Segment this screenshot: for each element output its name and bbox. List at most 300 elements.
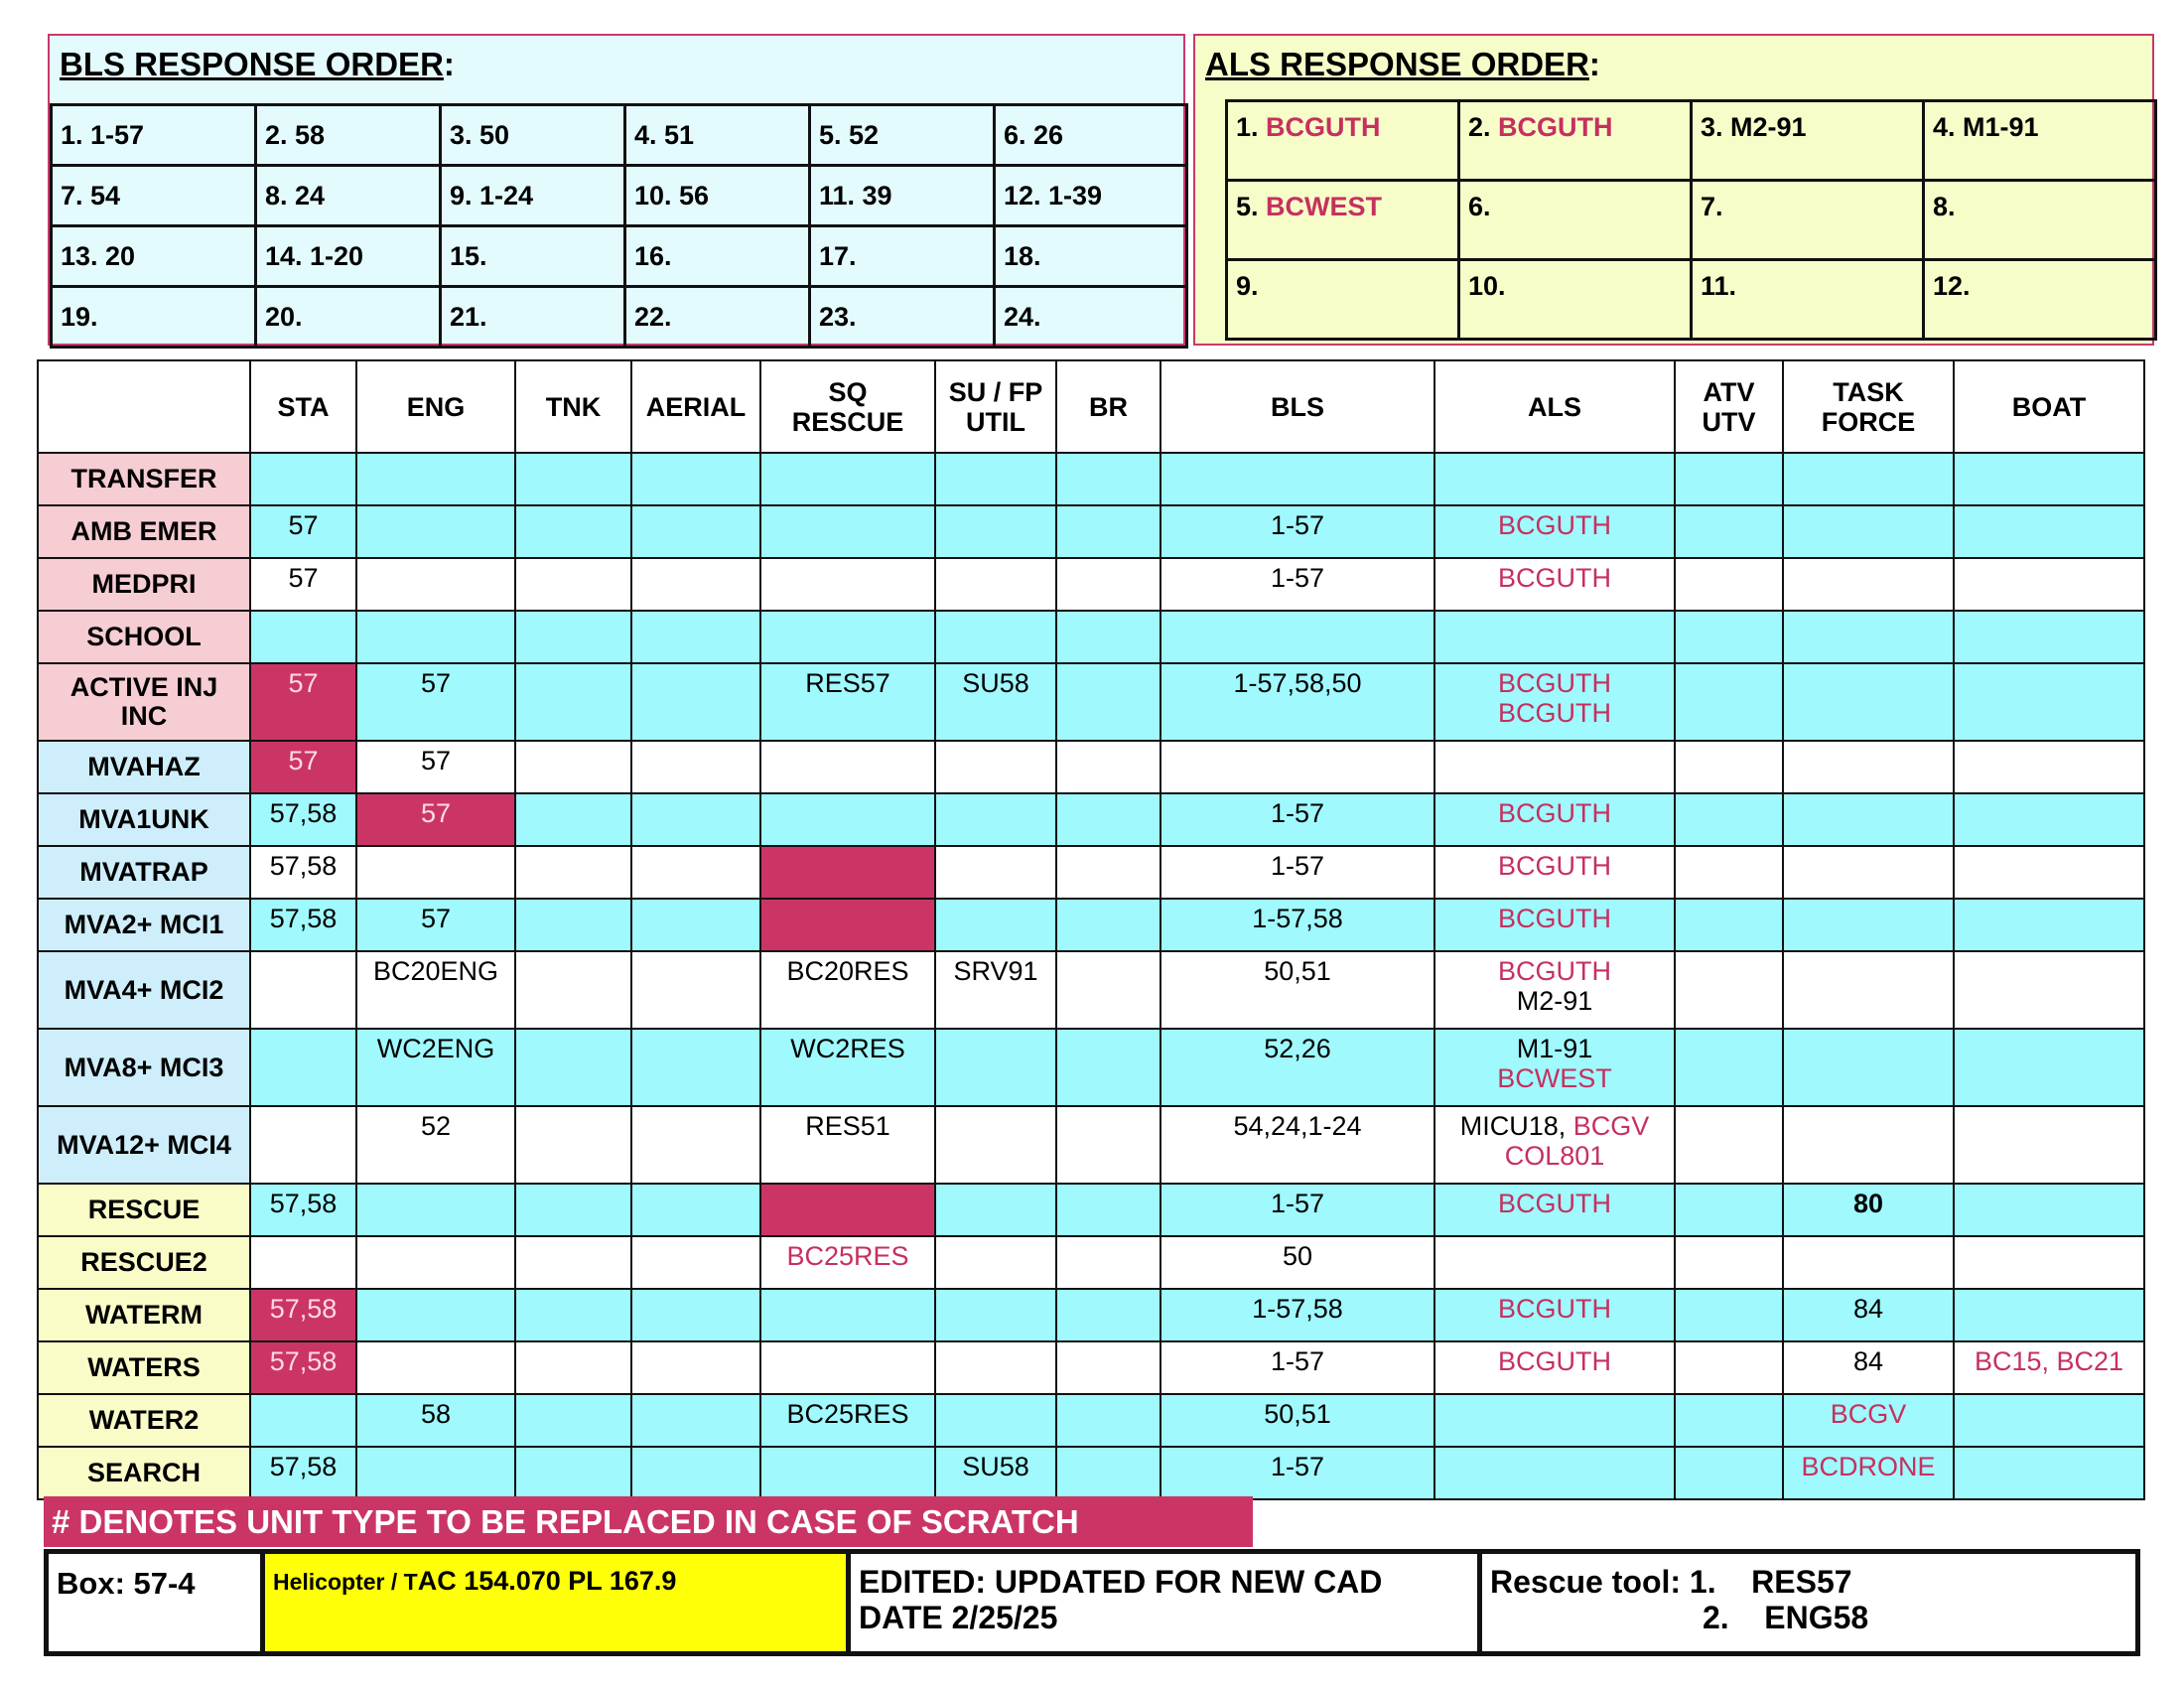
table-cell <box>515 793 631 846</box>
table-cell <box>356 1236 515 1289</box>
als-cell <box>1434 558 1675 611</box>
table-cell <box>250 611 356 663</box>
als-unit: BCGV <box>1572 1111 1650 1141</box>
table-cell <box>356 1341 515 1394</box>
table-cell: 57 <box>250 558 356 611</box>
table-cell: RES57 <box>760 663 935 741</box>
table-cell <box>1056 663 1160 741</box>
column-header: STA <box>250 360 356 453</box>
bls-order-slot: 13. 20 <box>52 226 256 287</box>
table-cell <box>1675 663 1783 741</box>
table-cell <box>631 1236 760 1289</box>
table-cell <box>356 558 515 611</box>
bls-order-slot: 6. 26 <box>995 105 1187 166</box>
table-cell <box>515 663 631 741</box>
table-cell: 57 <box>356 741 515 793</box>
table-cell: 57 <box>250 741 356 793</box>
table-cell <box>1675 611 1783 663</box>
als-order-number: 8. <box>1933 192 1956 221</box>
table-cell: 1-57,58 <box>1160 1289 1434 1341</box>
table-cell <box>515 1289 631 1341</box>
table-cell: 57 <box>356 793 515 846</box>
table-cell <box>1783 951 1954 1029</box>
bls-order-grid <box>50 103 1188 349</box>
table-cell <box>935 1236 1056 1289</box>
table-cell <box>1783 453 1954 505</box>
table-cell <box>250 951 356 1029</box>
row-label: AMB EMER <box>38 505 250 558</box>
als-order-slot <box>1924 101 2156 181</box>
table-row <box>38 741 2144 793</box>
table-cell <box>760 611 935 663</box>
als-cell <box>1434 453 1675 505</box>
table-cell <box>935 793 1056 846</box>
als-unit: M2-91 <box>1516 986 1593 1016</box>
als-unit: BCGUTH <box>1498 510 1611 540</box>
table-cell <box>935 558 1056 611</box>
table-cell <box>1056 1106 1160 1184</box>
helicopter-label: Helicopter / T <box>273 1569 418 1595</box>
als-unit: BCGUTH <box>1498 956 1611 986</box>
als-order-unit: BCGUTH <box>1266 112 1381 142</box>
table-row <box>38 1447 2144 1499</box>
als-order-slot <box>1227 181 1459 260</box>
bls-order-slot: 20. <box>256 287 441 348</box>
table-cell: 84 <box>1783 1341 1954 1394</box>
als-order-number: 5. <box>1236 192 1259 221</box>
table-cell <box>1675 899 1783 951</box>
table-cell <box>631 1184 760 1236</box>
table-cell: 57,58 <box>250 1289 356 1341</box>
table-row <box>38 1341 2144 1394</box>
als-order-number: 7. <box>1701 192 1723 221</box>
als-cell <box>1434 1236 1675 1289</box>
table-cell: 57 <box>356 663 515 741</box>
table-cell <box>356 1289 515 1341</box>
table-cell <box>1675 1447 1783 1499</box>
row-label: WATER2 <box>38 1394 250 1447</box>
table-cell <box>760 1289 935 1341</box>
table-cell <box>1675 1236 1783 1289</box>
als-order-number: 2. <box>1468 112 1491 142</box>
table-cell <box>631 1447 760 1499</box>
rescue-tool-line-1: Rescue tool: 1. RES57 <box>1490 1564 1852 1600</box>
table-cell: 57,58 <box>250 1184 356 1236</box>
table-cell: 57 <box>250 663 356 741</box>
als-order-slot <box>1227 260 1459 340</box>
table-cell: SU58 <box>935 663 1056 741</box>
table-cell <box>1056 793 1160 846</box>
table-cell <box>1056 1184 1160 1236</box>
table-cell <box>1056 453 1160 505</box>
table-header-row <box>38 360 2144 453</box>
als-response-order-panel: ALS RESPONSE ORDER: 1. BCGUTH 2. BCGUTH 3. M2-91 4. M1-91 5. BCWEST 6. 7. 8. 9. 10. 11. 12. <box>1193 34 2154 346</box>
row-label: MVAHAZ <box>38 741 250 793</box>
helicopter-tac-info <box>265 1554 851 1651</box>
table-cell <box>250 1394 356 1447</box>
table-cell <box>515 1447 631 1499</box>
column-header <box>38 360 250 453</box>
column-header: SU / FP UTIL <box>935 360 1056 453</box>
table-cell <box>935 1341 1056 1394</box>
als-order-number: 3. M2-91 <box>1701 112 1807 142</box>
als-order-slot <box>1692 101 1924 181</box>
row-label: MVA1UNK <box>38 793 250 846</box>
table-cell <box>1675 1341 1783 1394</box>
table-cell <box>631 1106 760 1184</box>
als-order-number: 10. <box>1468 271 1506 301</box>
als-order-number: 4. M1-91 <box>1933 112 2039 142</box>
bls-order-slot: 12. 1-39 <box>995 166 1187 226</box>
table-cell <box>1954 1289 2144 1341</box>
table-cell: BC20ENG <box>356 951 515 1029</box>
response-assignment-table <box>37 359 2145 1500</box>
table-row <box>38 951 2144 1029</box>
edit-date: DATE 2/25/25 <box>859 1600 1058 1635</box>
table-row <box>38 846 2144 899</box>
table-cell <box>1954 611 2144 663</box>
table-cell <box>1954 1106 2144 1184</box>
bls-order-slot: 21. <box>441 287 625 348</box>
bls-order-slot: 4. 51 <box>625 105 810 166</box>
table-cell: BC20RES <box>760 951 935 1029</box>
als-order-slot <box>1227 101 1459 181</box>
table-row <box>38 1184 2144 1236</box>
table-cell <box>1675 1106 1783 1184</box>
bls-order-row <box>52 226 1187 287</box>
table-cell <box>760 846 935 899</box>
row-label: WATERS <box>38 1341 250 1394</box>
bls-order-slot: 18. <box>995 226 1187 287</box>
table-cell <box>1675 951 1783 1029</box>
table-cell <box>760 793 935 846</box>
table-row <box>38 899 2144 951</box>
bls-order-row <box>52 105 1187 166</box>
table-cell <box>760 453 935 505</box>
table-cell <box>515 611 631 663</box>
table-cell: 57,58 <box>250 793 356 846</box>
table-cell <box>1783 899 1954 951</box>
table-cell <box>356 1184 515 1236</box>
table-cell <box>1954 1029 2144 1106</box>
table-cell: 1-57,58 <box>1160 899 1434 951</box>
table-cell <box>935 899 1056 951</box>
table-cell: 57 <box>250 505 356 558</box>
table-cell <box>631 611 760 663</box>
table-cell <box>1675 1184 1783 1236</box>
table-cell: SRV91 <box>935 951 1056 1029</box>
als-order-unit: BCWEST <box>1266 192 1383 221</box>
table-cell: 1-57 <box>1160 558 1434 611</box>
table-cell <box>1783 558 1954 611</box>
table-cell <box>1954 1447 2144 1499</box>
table-cell: 58 <box>356 1394 515 1447</box>
table-cell <box>515 741 631 793</box>
table-cell <box>1056 741 1160 793</box>
table-cell <box>515 846 631 899</box>
table-cell <box>515 1029 631 1106</box>
table-cell: 1-57 <box>1160 1341 1434 1394</box>
als-unit: BCGUTH <box>1498 563 1611 593</box>
table-cell <box>1675 741 1783 793</box>
als-cell <box>1434 1394 1675 1447</box>
table-cell <box>935 1394 1056 1447</box>
als-cell <box>1434 505 1675 558</box>
table-cell: 80 <box>1783 1184 1954 1236</box>
table-cell <box>250 1029 356 1106</box>
table-cell <box>935 1289 1056 1341</box>
als-order-slot <box>1459 260 1692 340</box>
als-order-slot <box>1692 260 1924 340</box>
table-cell <box>1056 1341 1160 1394</box>
bls-order-slot: 16. <box>625 226 810 287</box>
bls-order-slot: 5. 52 <box>810 105 995 166</box>
footer-info <box>44 1549 2140 1656</box>
als-order-unit: BCGUTH <box>1498 112 1613 142</box>
als-order-title: ALS RESPONSE ORDER <box>1205 46 1589 82</box>
table-cell <box>1783 1029 1954 1106</box>
column-header: BLS <box>1160 360 1434 453</box>
als-cell <box>1434 741 1675 793</box>
als-unit: BCGUTH <box>1498 904 1611 933</box>
table-cell <box>250 453 356 505</box>
table-cell <box>935 1184 1056 1236</box>
column-header: BR <box>1056 360 1160 453</box>
table-row <box>38 558 2144 611</box>
table-cell <box>1954 505 2144 558</box>
table-cell <box>631 951 760 1029</box>
als-unit: BCGUTH <box>1498 798 1611 828</box>
table-cell: WC2ENG <box>356 1029 515 1106</box>
row-label: MEDPRI <box>38 558 250 611</box>
row-label: WATERM <box>38 1289 250 1341</box>
table-cell <box>1675 793 1783 846</box>
edit-note <box>851 1554 1482 1651</box>
table-cell <box>1783 1106 1954 1184</box>
box-number: Box: 57-4 <box>49 1554 265 1651</box>
table-cell: 52 <box>356 1106 515 1184</box>
row-label: MVA8+ MCI3 <box>38 1029 250 1106</box>
table-cell: 50 <box>1160 1236 1434 1289</box>
als-order-slot <box>1459 101 1692 181</box>
table-cell: 57,58 <box>250 846 356 899</box>
bls-order-row <box>52 287 1187 348</box>
als-cell <box>1434 1029 1675 1106</box>
table-cell <box>1783 1236 1954 1289</box>
table-cell <box>631 1289 760 1341</box>
scratch-note-banner: # DENOTES UNIT TYPE TO BE REPLACED IN CASE OF SCRATCH <box>44 1496 1253 1547</box>
bls-order-title: BLS RESPONSE ORDER <box>60 46 444 82</box>
table-cell <box>1056 1029 1160 1106</box>
table-cell <box>1675 1029 1783 1106</box>
table-cell <box>935 505 1056 558</box>
table-cell: 57,58 <box>250 899 356 951</box>
bls-order-slot: 19. <box>52 287 256 348</box>
als-order-row <box>1227 181 2156 260</box>
table-cell <box>1056 1447 1160 1499</box>
bls-order-slot: 10. 56 <box>625 166 810 226</box>
als-cell <box>1434 1341 1675 1394</box>
table-cell <box>760 505 935 558</box>
table-cell <box>631 558 760 611</box>
table-cell <box>760 558 935 611</box>
als-unit: COL801 <box>1504 1141 1605 1171</box>
table-cell <box>1783 793 1954 846</box>
bls-order-slot: 8. 24 <box>256 166 441 226</box>
table-cell <box>356 1447 515 1499</box>
table-cell <box>356 611 515 663</box>
table-cell <box>760 899 935 951</box>
table-cell <box>1954 663 2144 741</box>
table-cell <box>935 1029 1056 1106</box>
table-cell: 1-57 <box>1160 793 1434 846</box>
table-row <box>38 1236 2144 1289</box>
row-label: MVA4+ MCI2 <box>38 951 250 1029</box>
table-cell: 1-57 <box>1160 505 1434 558</box>
table-cell: 54,24,1-24 <box>1160 1106 1434 1184</box>
table-cell <box>935 1106 1056 1184</box>
als-unit: BCGUTH <box>1498 1189 1611 1218</box>
row-label: MVA2+ MCI1 <box>38 899 250 951</box>
bls-order-slot: 17. <box>810 226 995 287</box>
table-cell <box>1160 611 1434 663</box>
table-cell <box>1675 1394 1783 1447</box>
row-label: MVA12+ MCI4 <box>38 1106 250 1184</box>
table-cell <box>515 505 631 558</box>
als-cell <box>1434 611 1675 663</box>
table-cell: BC15, BC21 <box>1954 1341 2144 1394</box>
table-cell <box>631 1394 760 1447</box>
table-cell <box>356 453 515 505</box>
table-cell <box>935 611 1056 663</box>
column-header: SQ RESCUE <box>760 360 935 453</box>
table-cell <box>1783 505 1954 558</box>
table-cell <box>1954 1184 2144 1236</box>
row-label: MVATRAP <box>38 846 250 899</box>
als-order-number: 1. <box>1236 112 1259 142</box>
table-cell: 57 <box>356 899 515 951</box>
table-cell <box>1954 1236 2144 1289</box>
rescue-tool <box>1482 1554 2135 1651</box>
als-unit: M1-91 <box>1516 1034 1593 1063</box>
table-cell <box>1675 1289 1783 1341</box>
table-cell <box>1675 846 1783 899</box>
table-row <box>38 611 2144 663</box>
table-cell <box>1160 453 1434 505</box>
bls-order-slot: 14. 1-20 <box>256 226 441 287</box>
table-cell: 50,51 <box>1160 1394 1434 1447</box>
table-row <box>38 1289 2144 1341</box>
als-cell <box>1434 951 1675 1029</box>
table-cell <box>1954 846 2144 899</box>
table-cell: 1-57 <box>1160 846 1434 899</box>
als-cell <box>1434 1447 1675 1499</box>
column-header: BOAT <box>1954 360 2144 453</box>
table-cell <box>935 846 1056 899</box>
table-cell: WC2RES <box>760 1029 935 1106</box>
table-cell <box>1954 741 2144 793</box>
table-cell <box>250 1236 356 1289</box>
table-cell <box>1056 846 1160 899</box>
table-row <box>38 453 2144 505</box>
table-cell <box>1783 663 1954 741</box>
als-cell <box>1434 1289 1675 1341</box>
als-unit: BCGUTH BCGUTH <box>1498 668 1611 728</box>
table-cell <box>1783 611 1954 663</box>
table-cell: BC25RES <box>760 1394 935 1447</box>
table-cell <box>1954 951 2144 1029</box>
table-cell: 57,58 <box>250 1341 356 1394</box>
als-order-number: 9. <box>1236 271 1259 301</box>
table-cell <box>515 1106 631 1184</box>
bls-order-slot: 22. <box>625 287 810 348</box>
table-row <box>38 1029 2144 1106</box>
table-row <box>38 505 2144 558</box>
table-cell <box>1783 846 1954 899</box>
column-header: ENG <box>356 360 515 453</box>
table-cell <box>515 1184 631 1236</box>
column-header: TASK FORCE <box>1783 360 1954 453</box>
table-cell: 1-57,58,50 <box>1160 663 1434 741</box>
table-cell: 1-57 <box>1160 1447 1434 1499</box>
als-order-slot <box>1459 181 1692 260</box>
table-row <box>38 793 2144 846</box>
als-order-slot <box>1924 260 2156 340</box>
table-cell <box>1056 558 1160 611</box>
tac-frequency: AC 154.070 PL 167.9 <box>417 1566 677 1596</box>
als-unit: BCGUTH <box>1498 1346 1611 1376</box>
table-cell: RES51 <box>760 1106 935 1184</box>
als-cell <box>1434 846 1675 899</box>
row-label: SCHOOL <box>38 611 250 663</box>
table-cell <box>1056 505 1160 558</box>
column-header: TNK <box>515 360 631 453</box>
als-order-row <box>1227 101 2156 181</box>
table-cell <box>1056 899 1160 951</box>
row-label: RESCUE <box>38 1184 250 1236</box>
table-cell <box>1056 611 1160 663</box>
als-unit: BCGUTH <box>1498 851 1611 881</box>
table-cell <box>1675 558 1783 611</box>
als-order-slot <box>1924 181 2156 260</box>
table-cell <box>1954 558 2144 611</box>
table-cell <box>515 1341 631 1394</box>
table-cell <box>631 899 760 951</box>
table-cell: BCGV <box>1783 1394 1954 1447</box>
table-cell <box>1056 1289 1160 1341</box>
table-cell: BC25RES <box>760 1236 935 1289</box>
als-cell <box>1434 793 1675 846</box>
table-cell <box>1056 1394 1160 1447</box>
table-cell <box>1056 1236 1160 1289</box>
als-cell <box>1434 899 1675 951</box>
als-order-number: 12. <box>1933 271 1971 301</box>
als-unit: BCWEST <box>1497 1063 1612 1093</box>
table-cell <box>1954 453 2144 505</box>
rescue-tool-line-2: 2. ENG58 <box>1703 1600 1869 1635</box>
table-row <box>38 1106 2144 1184</box>
table-row <box>38 663 2144 741</box>
als-cell <box>1434 1106 1675 1184</box>
row-label: SEARCH <box>38 1447 250 1499</box>
column-header: ALS <box>1434 360 1675 453</box>
edit-line-1: EDITED: UPDATED FOR NEW CAD <box>859 1564 1383 1600</box>
table-cell: SU58 <box>935 1447 1056 1499</box>
table-cell <box>515 453 631 505</box>
table-cell <box>1954 899 2144 951</box>
row-label: ACTIVE INJ INC <box>38 663 250 741</box>
column-header: ATV UTV <box>1675 360 1783 453</box>
